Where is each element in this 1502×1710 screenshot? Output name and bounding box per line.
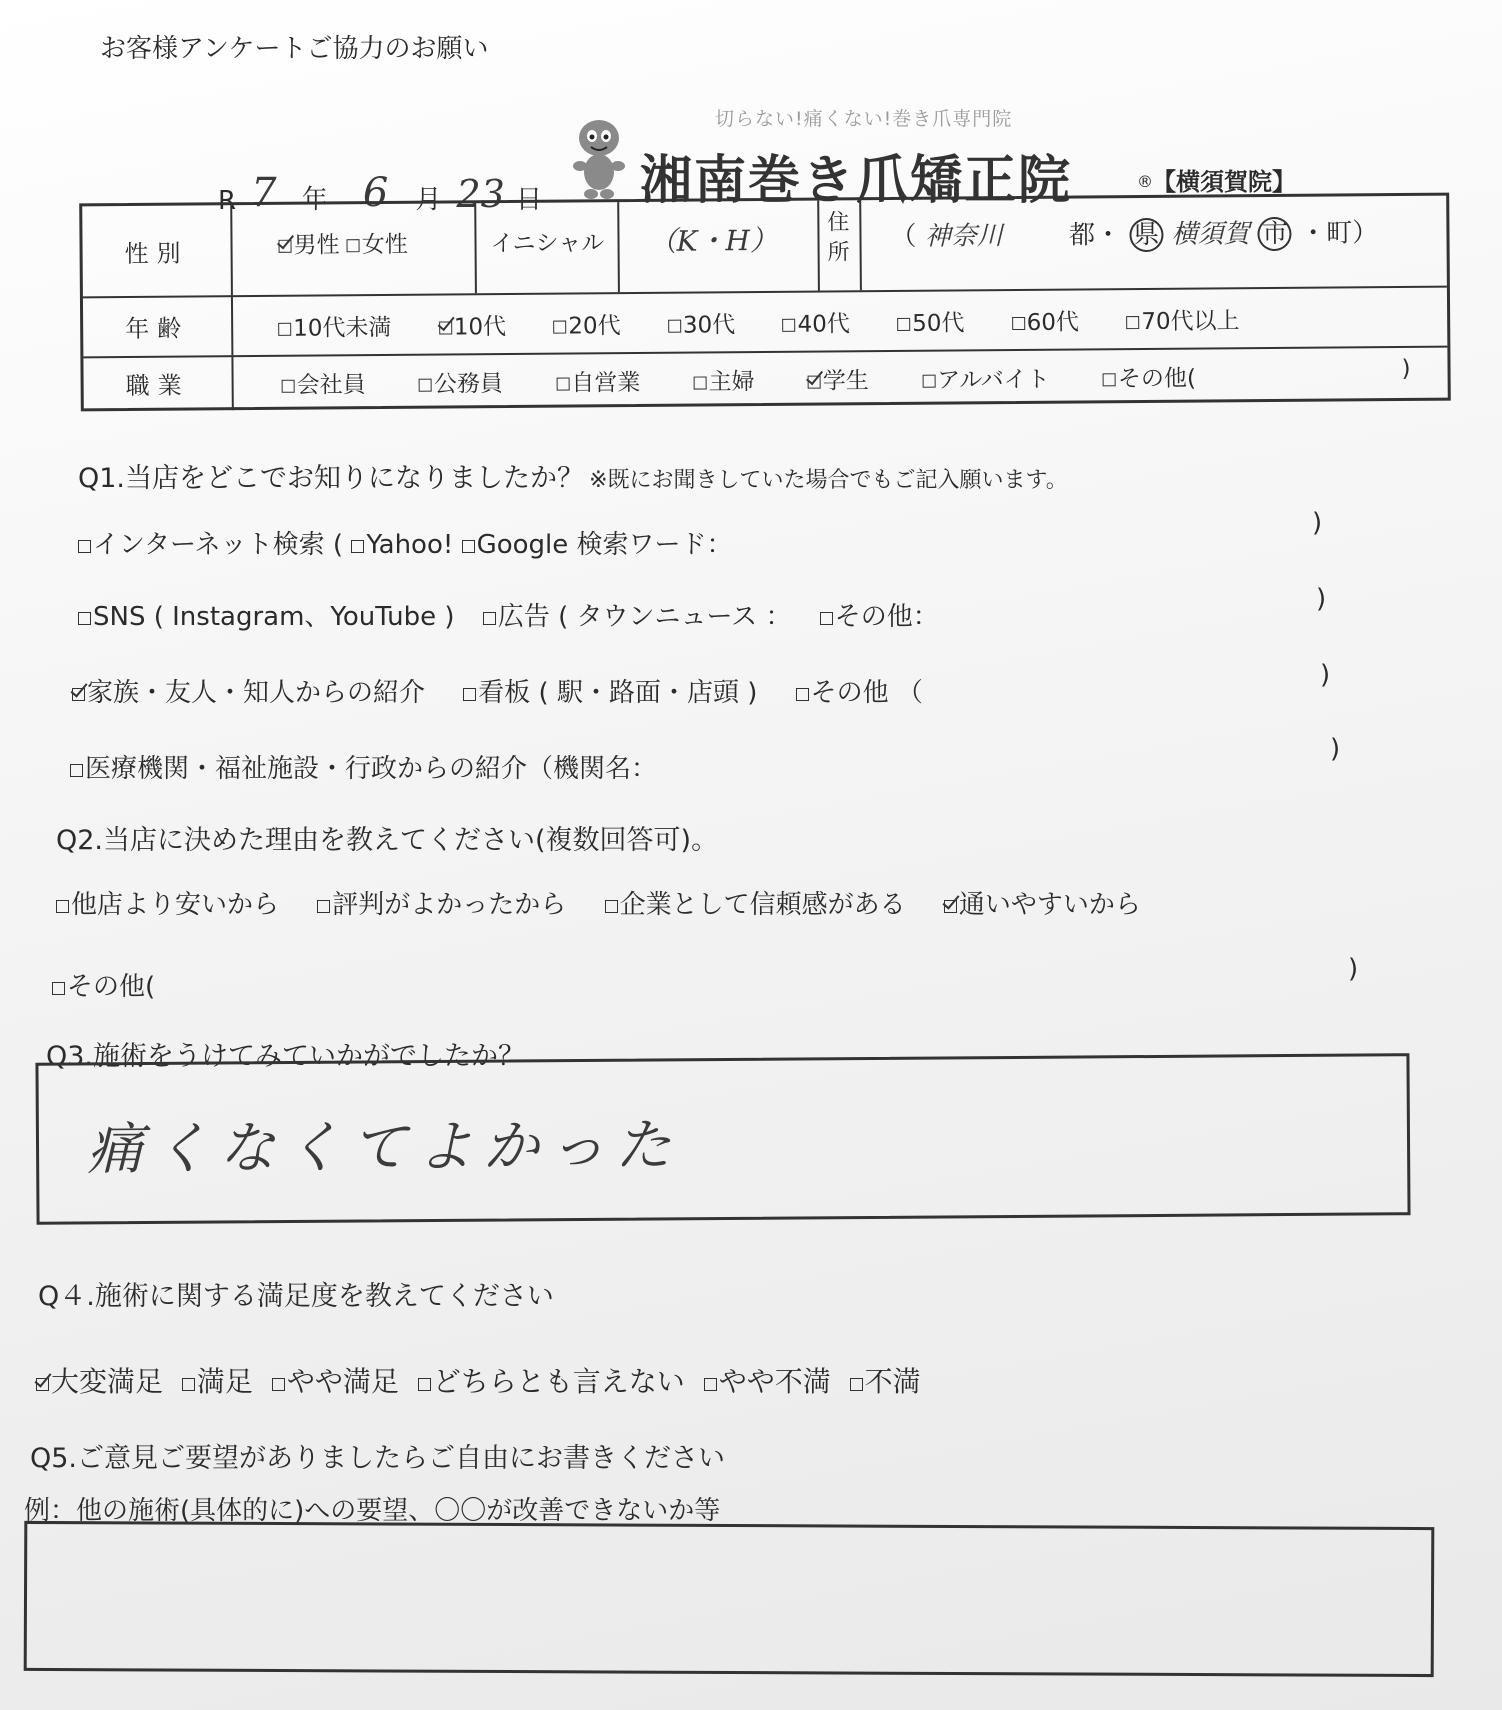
date-era: R <box>218 186 237 216</box>
q5-example: 例：他の施術(具体的に)への要望、〇〇が改善できないか等 <box>24 1496 721 1526</box>
age-option-30s[interactable]: 30代 <box>668 306 736 340</box>
gender-male-option[interactable]: 男性 <box>278 226 339 259</box>
initial-label: イニシャル <box>490 230 605 258</box>
age-option-50s[interactable]: 50代 <box>897 304 965 338</box>
q2-option-reputation[interactable]: 評判がよかったから <box>317 884 566 921</box>
q2-other-close: ) <box>1348 954 1359 984</box>
q1-option-referral[interactable]: 家族・友人・知人からの紹介 <box>72 672 425 709</box>
q2-question: Q2.当店に決めた理由を教えてください(複数回答可)。 <box>56 825 719 856</box>
q1-close-1: ) <box>1312 508 1323 538</box>
q1-option-ad[interactable]: 広告 ( タウンニュース ： <box>483 596 792 633</box>
job-option-civil[interactable]: 公務員 <box>419 365 503 399</box>
survey-greeting: お客様アンケートご協力のお願い <box>100 34 489 64</box>
date-month: 6 <box>362 170 389 216</box>
q1-question: Q1.当店をどこでお知りになりましたか？ <box>78 463 585 494</box>
mascot-icon <box>570 116 628 200</box>
q1-row-internet <box>78 524 733 561</box>
address-value[interactable]: （ 神奈川 都・ 県 横須賀 市 ・町） <box>890 218 1379 253</box>
q1-row-sns <box>78 596 939 633</box>
address-label: 住所 <box>827 210 850 266</box>
q1-option-other1[interactable]: その他： <box>820 596 939 633</box>
q4-option-dissatisfied[interactable]: 不満 <box>850 1360 921 1400</box>
q4-options <box>36 1360 921 1400</box>
q3-answer-box[interactable] <box>35 1053 1410 1225</box>
q1-row-referral <box>72 672 923 709</box>
job-option-student[interactable]: 学生 <box>808 362 869 395</box>
q4-option-very-satisfied[interactable]: 大変満足 <box>36 1360 163 1400</box>
age-options <box>278 302 1240 343</box>
address-shi-circled: 市 <box>1258 217 1292 251</box>
date-day: 23 <box>456 172 505 216</box>
job-option-housewife[interactable]: 主婦 <box>693 363 754 396</box>
q5-answer-box[interactable] <box>24 1521 1435 1677</box>
age-option-20s[interactable]: 20代 <box>553 307 621 341</box>
q2-other-option[interactable]: その他( <box>52 966 155 1003</box>
gender-female-option[interactable]: 女性 <box>347 226 408 259</box>
age-option-under10[interactable]: 10代未満 <box>278 309 392 343</box>
q1-row-medical <box>70 748 657 785</box>
age-option-70plus[interactable]: 70代以上 <box>1126 302 1240 336</box>
registered-mark: ® <box>1137 172 1153 191</box>
initial-value[interactable]: （K・H） <box>648 223 778 258</box>
address-ken-circled: 県 <box>1129 218 1163 252</box>
q1-option-sns[interactable]: SNS ( Instagram、YouTube ) <box>78 596 455 633</box>
age-option-10s[interactable]: 10代 <box>439 308 507 342</box>
occupation-label: 職業 <box>83 355 233 411</box>
q1-option-medical[interactable]: 医療機関・福祉施設・行政からの紹介（機関名： <box>70 748 657 785</box>
clinic-tagline: 切らない!痛くない!巻き爪専門院 <box>715 108 1013 130</box>
age-option-40s[interactable]: 40代 <box>782 305 850 339</box>
gender-female-checkbox[interactable] <box>347 239 360 252</box>
customer-info-table <box>79 193 1451 412</box>
q4-option-neutral[interactable]: どちらとも言えない <box>418 1360 685 1400</box>
gender-male-checkbox[interactable] <box>278 240 291 253</box>
q4-question: Q４.施術に関する満足度を教えてください <box>38 1281 554 1312</box>
q2-options <box>56 884 1141 921</box>
gender-options <box>278 226 408 260</box>
age-option-60s[interactable]: 60代 <box>1012 304 1080 338</box>
gender-label: 性別 <box>82 205 233 296</box>
q4-option-somewhat-satisfied[interactable]: やや満足 <box>272 1360 399 1400</box>
q1-close-2: ) <box>1316 584 1327 614</box>
info-row-occupation <box>83 346 1447 412</box>
age-label: 年齢 <box>83 295 233 356</box>
job-option-company[interactable]: 会社員 <box>281 366 365 400</box>
q1-close-4: ) <box>1330 734 1341 764</box>
q1-option-internet[interactable]: インターネット検索 ( <box>78 524 343 561</box>
date-year: 7 <box>251 170 277 216</box>
date-month-label: 月 <box>415 185 442 215</box>
q1-option-google[interactable]: Google 検索ワード： <box>462 524 733 561</box>
branch-name: 【横須賀院】 <box>1152 168 1296 196</box>
q1-option-other2[interactable]: その他 （ <box>796 672 923 709</box>
info-row-gender <box>82 196 1447 299</box>
q1-heading <box>78 456 1068 495</box>
date-year-label: 年 <box>301 185 328 215</box>
q3-question: Q3.施術をうけてみていかがでしたか？ <box>46 1041 526 1072</box>
q5-question: Q5.ご意見ご要望がありましたらご自由にお書きください <box>30 1443 726 1474</box>
q1-close-3: ) <box>1320 660 1331 690</box>
occupation-options <box>281 360 1196 400</box>
q4-option-satisfied[interactable]: 満足 <box>182 1360 253 1400</box>
q3-answer-text: 痛くなくてよかった <box>86 1113 682 1183</box>
q1-option-yahoo[interactable]: Yahoo! <box>351 530 453 560</box>
q1-note: ※既にお聞きしていた場合でもご記入願います。 <box>589 468 1068 493</box>
job-option-self[interactable]: 自営業 <box>556 364 640 398</box>
address-prefecture: 神奈川 <box>924 221 1003 252</box>
address-city: 横須賀 <box>1171 219 1250 250</box>
job-other-close: ) <box>1401 355 1411 383</box>
clinic-name: 湘南巻き爪矯正院 <box>640 151 1073 211</box>
q4-option-somewhat-dissatisfied[interactable]: やや不満 <box>704 1360 831 1400</box>
q2-option-trust[interactable]: 企業として信頼感がある <box>605 884 906 921</box>
job-option-other[interactable]: その他( <box>1103 360 1196 394</box>
q2-option-accessible[interactable]: 通いやすいから <box>944 884 1141 921</box>
q1-option-signboard[interactable]: 看板 ( 駅・路面・店頭 ) <box>463 672 757 709</box>
job-option-parttime[interactable]: アルバイト <box>922 361 1050 395</box>
q2-option-cheaper[interactable]: 他店より安いから <box>56 884 279 921</box>
date-day-label: 日 <box>515 185 542 215</box>
